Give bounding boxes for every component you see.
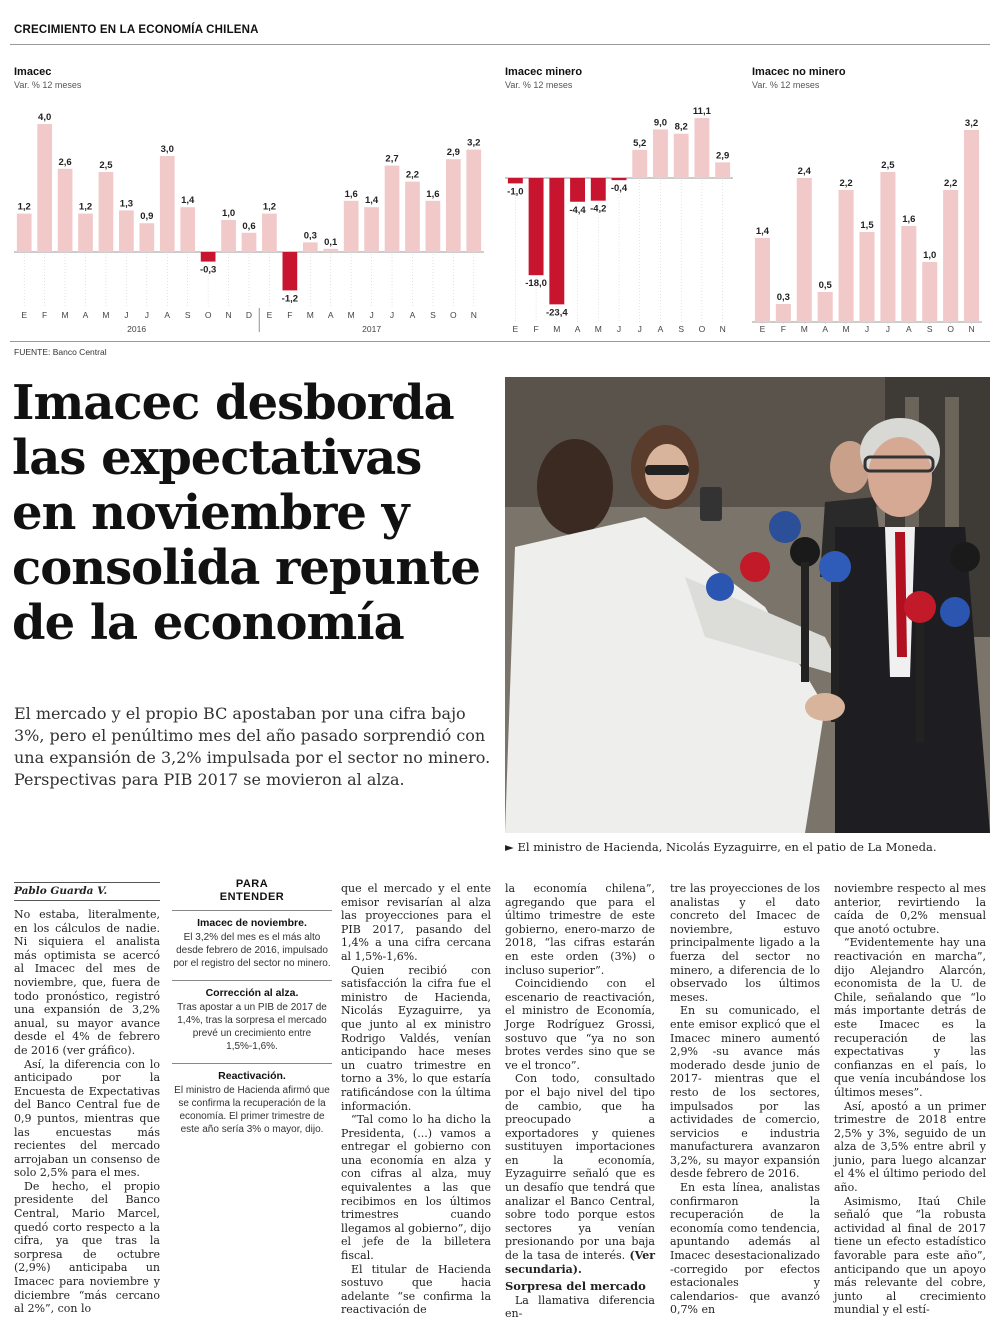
sidebar-item-title: Imacec de noviembre. [197, 917, 307, 929]
sidebar-heading: PARA [235, 878, 269, 890]
bar [797, 178, 812, 322]
bar [303, 242, 318, 252]
paragraph: Coincidiendo con el escenario de reactivación, el ministro de Economía, Jorge Rodríguez Grossi, sostuvo que “ya no son brotes verdes sino que se ve el tronco”. [505, 977, 655, 1072]
data-label: 2,9 [716, 150, 730, 162]
data-label: 1,6 [426, 188, 440, 200]
bar [591, 178, 606, 201]
photo-caption: ► El ministro de Hacienda, Nicolás Eyzaguirre, en el patio de La Moneda. [505, 840, 937, 854]
data-label: 1,6 [344, 188, 358, 200]
data-label: 0,3 [303, 230, 317, 242]
data-label: 9,0 [653, 117, 668, 129]
tick-label: M [800, 324, 808, 334]
tick-label: F [42, 310, 48, 320]
data-label: -4,2 [590, 203, 607, 215]
tick-label: M [306, 310, 314, 320]
bar [262, 214, 277, 252]
bar [818, 292, 833, 322]
data-label: 2,5 [881, 160, 895, 171]
tick-label: J [369, 310, 374, 320]
data-label: 0,9 [140, 211, 154, 223]
chart-title: Imacec no minero [752, 66, 846, 78]
bar [160, 156, 175, 252]
tick-label: O [204, 310, 212, 320]
tick-label: J [124, 310, 129, 320]
tick-label: F [287, 310, 293, 320]
tick-label: O [698, 324, 706, 334]
data-label: -18,0 [525, 278, 547, 290]
bar [922, 262, 937, 322]
tick-label: S [430, 310, 436, 320]
tick-label: A [164, 310, 171, 320]
bar [964, 130, 979, 322]
sidebar-rule [172, 1063, 332, 1064]
bar [694, 118, 709, 178]
tick-label: A [822, 324, 829, 334]
bar [139, 223, 154, 252]
tick-label: A [327, 310, 334, 320]
headline: Imacec desborda las expectativas en noviembre y consolida repunte de la economía [12, 375, 480, 651]
chart-imacec-no-minero [752, 66, 982, 336]
bar [755, 238, 770, 322]
paragraph: que el mercado y el ente emisor revisarían al alza las proyecciones para el PIB 2017, pasando del 1,4% a una cifra cercana al 1,5%-1,6%. [341, 882, 491, 963]
paragraph: noviembre respecto al mes anterior, revirtiendo la caída de 0,2% mensual que anotó octubre. [834, 882, 986, 936]
photo-illustration [505, 377, 990, 833]
tick-label: E [21, 310, 28, 320]
bar [364, 207, 379, 252]
tick-label: J [144, 310, 149, 320]
bar [776, 304, 791, 322]
bar [405, 182, 420, 252]
bar [674, 134, 689, 178]
paragraph: Así, apostó a un primer trimestre de 2018 entre 2,5% y 3%, seguido de un alza de 3,5% entre abril y junio, para luego alcanzar el 4% el último periodo del año. [834, 1099, 986, 1195]
tick-label: M [594, 324, 602, 334]
bar [446, 159, 461, 252]
data-label: 1,4 [181, 195, 195, 207]
paragraph: “Tal como lo ha dicho la Presidenta, (...) vamos a entregar el gobierno con una economía en alza y con cifras al alza, muy equivalentes a las que recibimos en los últimos trimestres cuando llegamos al gobierno”, dijo el jefe de la billetera fiscal. [341, 1113, 491, 1263]
deck: El mercado y el propio BC apostaban por una cifra bajo 3%, pero el penúltimo mes del año pasado sorprendió con una expansión de 3,2% impulsada por el sector no minero. Perspectivas para PIB 2017 se movieron al alza. [14, 704, 491, 789]
article-column-4 [505, 882, 656, 1321]
bar [880, 172, 895, 322]
bar [180, 207, 195, 252]
data-label: 2,4 [797, 166, 811, 177]
tick-label: S [184, 310, 191, 320]
tick-label: J [637, 324, 642, 334]
chart-imacec-no-minero-svg [752, 66, 982, 336]
subhead: Sorpresa del mercado [505, 1279, 646, 1294]
bar [570, 178, 585, 202]
bar [466, 150, 481, 252]
tick-label: A [657, 324, 664, 334]
bar [839, 190, 854, 322]
data-label: 2,2 [405, 169, 420, 181]
data-label: -4,4 [569, 204, 586, 216]
data-label: 4,0 [38, 112, 52, 123]
chart-imacec [14, 66, 484, 336]
paragraph: La llamativa diferencia en- [505, 1293, 655, 1321]
source-note: FUENTE: Banco Central [14, 347, 107, 357]
tick-label: M [553, 324, 561, 334]
tick-label: D [245, 310, 253, 320]
tick-label: J [864, 324, 870, 334]
chart-subtitle: Var. % 12 meses [505, 80, 573, 90]
tick-label: E [266, 310, 273, 320]
bar [283, 252, 298, 290]
tick-label: S [926, 324, 933, 334]
bar [385, 166, 400, 252]
data-label: 11,1 [692, 106, 711, 118]
data-label: 2,9 [446, 147, 460, 159]
bar [242, 233, 257, 252]
byline-rule [14, 900, 160, 901]
bar [426, 201, 441, 252]
bar [508, 178, 523, 183]
tick-label: N [470, 310, 477, 320]
data-label: 1,2 [262, 201, 277, 213]
chart-subtitle: Var. % 12 meses [14, 80, 82, 90]
paragraph: En su comunicado, el ente emisor explicó que el Imacec minero aumentó 2,9% -su avance más moderado desde junio de 2017- mientras que el resto de los sectores, impulsados por las actividades de comercio, servicios e industria manufacturera avanzaron 3,2%, su mayor expansión desde febrero de 2016. [670, 1004, 820, 1181]
byline-top-rule [14, 882, 160, 883]
top-divider [10, 44, 990, 45]
tick-label: J [389, 310, 395, 320]
tick-label: A [409, 310, 416, 320]
year-label: 2016 [127, 324, 147, 334]
tick-label: M [842, 324, 850, 334]
paragraph [505, 1072, 655, 1276]
sidebar-item-title: Corrección al alza. [205, 987, 299, 999]
bar [37, 124, 52, 252]
article-column-1 [14, 908, 160, 1316]
sidebar-heading: ENTENDER [219, 891, 285, 903]
tick-label: E [512, 324, 519, 334]
bar [221, 220, 236, 252]
paragraph: tre las proyecciones de los analistas y el dato concreto del Imacec de noviembre, estuvo principalmente ligado a la fuerza del sector no minero, a diferencia de lo observado los últimos meses. [670, 882, 820, 1004]
bar [99, 172, 114, 252]
data-label: 1,4 [364, 195, 379, 207]
data-label: -0,4 [610, 183, 628, 195]
paragraph: En esta línea, analistas confirmaron la recuperación de la economía como tendencia, apuntando además al Imacec desestacionalizado -corregido por efectos estacionales y calendarios- que avanzó 0,7% en [670, 1181, 820, 1317]
tick-label: A [82, 310, 89, 320]
data-label: 1,5 [860, 220, 874, 231]
bar [78, 214, 93, 252]
data-label: 3,2 [964, 118, 979, 129]
chart-title: Imacec [14, 66, 52, 78]
bar [901, 226, 916, 322]
tick-label: M [102, 310, 110, 320]
tick-label: N [225, 310, 232, 320]
data-label: 1,2 [78, 201, 93, 213]
chart-title: Imacec minero [505, 66, 583, 78]
bar [119, 210, 134, 252]
data-label: 2,5 [99, 160, 113, 171]
paragraph: la economía chilena”, agregando que para el último trimestre de este gobierno, enero-marzo de 2018, “las cifras estarán en este orden (3%) o incluso superior”. [505, 882, 655, 977]
tick-label: J [885, 324, 891, 334]
byline: Pablo Guarda V. [14, 885, 108, 897]
bar [653, 129, 668, 178]
chart-imacec-svg [14, 66, 484, 336]
para-entender-sidebar [172, 878, 332, 1136]
sidebar-rule [172, 980, 332, 981]
paragraph: De hecho, el propio presidente del Banco Central, Mario Marcel, quedó corto respecto a la cifra, ya que tras la sorpresa de octubre (2,9%) anticipaba un Imacec para noviembre y diciembre “más cercano al 2%”, con lo [14, 1179, 160, 1316]
tick-label: A [905, 324, 912, 334]
bar [632, 150, 647, 178]
data-label: 2,2 [839, 178, 853, 189]
tick-label: N [968, 324, 975, 334]
bar [323, 249, 338, 252]
tick-label: S [678, 324, 685, 334]
data-label: -1,0 [507, 186, 524, 198]
data-label: 1,2 [17, 201, 31, 213]
bar [529, 178, 544, 275]
tick-label: E [759, 324, 766, 334]
data-label: 2,7 [385, 153, 399, 165]
tick-label: F [533, 324, 539, 334]
sidebar-item [172, 1070, 332, 1136]
data-label: 1,4 [755, 226, 770, 237]
data-label: 3,2 [467, 137, 481, 149]
tick-label: M [61, 310, 69, 320]
data-label: -1,2 [281, 293, 299, 305]
sidebar-item-text: Tras apostar a un PIB de 2017 de 1,4%, tras la sorpresa el mercado prevé un crecimiento entre 1,5%-1,6%. [177, 1002, 327, 1052]
data-label: -0,3 [199, 264, 217, 276]
data-label: 5,2 [633, 137, 647, 149]
bar [715, 162, 730, 178]
article-column-5 [670, 882, 820, 1317]
data-label: 3,0 [160, 144, 174, 155]
year-label: 2017 [362, 324, 382, 334]
data-label: 0,6 [242, 220, 256, 232]
chart-imacec-minero [505, 66, 733, 336]
news-photo [505, 377, 990, 833]
bar [612, 178, 627, 180]
tick-label: N [719, 324, 726, 334]
paragraph: El titular de Hacienda sostuvo que hacia adelante “se confirma la reactivación de [341, 1262, 491, 1317]
paragraph-text: Con todo, consultado por el bajo nivel del tipo de cambio, que ha preocupado a exportadores y quienes sustituyen importaciones en la economía, Eyzaguirre señaló que es un desafío que tendrá que analizar el Banco Central, sobre todo porque estos sectores ya venían presionando por una baja de la tasa de interés. [505, 1072, 655, 1263]
data-label: 0,5 [818, 280, 832, 291]
tick-label: O [947, 324, 954, 334]
chart-bottom-divider [10, 341, 990, 342]
chart-subtitle: Var. % 12 meses [752, 80, 820, 90]
data-label: 1,3 [119, 198, 134, 210]
data-label: -23,4 [545, 307, 568, 319]
data-label: 1,6 [902, 214, 916, 225]
paragraph: Así, la diferencia con lo anticipado por la Encuesta de Expectativas del Banco Central fue de 0,9 puntos, mientras que las encuestas más recientes del mercado arrojaban un consenso de solo 2,5% para el mes. [14, 1057, 160, 1180]
data-label: 0,3 [776, 292, 790, 303]
data-label: 2,2 [944, 178, 958, 189]
see-secondary-ref: (Ver secundaria). [505, 1249, 656, 1276]
section-title: CRECIMIENTO EN LA ECONOMÍA CHILENA [14, 24, 259, 36]
bar [201, 252, 216, 262]
paragraph: No estaba, literalmente, en los cálculos de nadie. Ni siquiera el analista más optimista se acercó al Imacec del mes de noviembre, que, fuera de todo pronóstico, registró una expansión de 3,2% anual, su mayor avance desde el 4% de febrero de 2016 (ver gráfico). [14, 908, 160, 1057]
paragraph: Quien recibió con satisfacción la cifra fue el ministro de Hacienda, Nicolás Eyzaguirre, ya que junto al ex ministro Rodrigo Valdés, venían anticipando hace meses un cuatro trimestre en torno a 3%, lo que estaría ratificándose con la última información. [341, 963, 491, 1113]
data-label: 1,0 [221, 208, 236, 219]
sidebar-item [172, 917, 332, 970]
sidebar-item-title: Reactivación. [218, 1070, 286, 1082]
sidebar-item-text: El ministro de Hacienda afirmó que se confirma la recuperación de la economía. El primer trimestre de este año sería 3% o mayor, dijo. [174, 1085, 330, 1135]
article-column-6 [834, 882, 986, 1317]
bar [17, 214, 32, 252]
data-label: 2,6 [58, 156, 72, 168]
sidebar-item-text: El 3,2% del mes es el más alto desde febrero de 2016, impulsado por el registro del sector no minero. [173, 932, 331, 969]
bar [344, 201, 359, 252]
sidebar-rule [172, 910, 332, 911]
article-column-3 [341, 882, 491, 1317]
data-label: 0,1 [324, 236, 338, 248]
chart-imacec-minero-svg [505, 66, 733, 336]
tick-label: A [574, 324, 581, 334]
tick-label: F [780, 324, 786, 334]
sidebar-item [172, 987, 332, 1053]
data-label: 1,0 [923, 250, 937, 261]
bar [943, 190, 958, 322]
paragraph: Asimismo, Itaú Chile señaló que “la robusta actividad al final de 2017 tiene un efecto estadístico favorable para este año”, anticipando que un apoyo más relevante del cobre, junto al crecimiento mundial y el estí- [834, 1194, 986, 1317]
data-label: 8,2 [674, 121, 688, 133]
tick-label: O [450, 310, 457, 320]
tick-label: J [616, 324, 622, 334]
paragraph: “Evidentemente hay una reactivación en marcha”, dijo Alejandro Alarcón, economista de la U. de Chile, señalando que “lo más importante detrás de este Imacec es la recuperación de las expectativas y las confianzas en el país, lo que venía incubándose los últimos meses”. [834, 936, 986, 1099]
bar [859, 232, 874, 322]
bar [549, 178, 564, 304]
tick-label: M [347, 310, 355, 320]
bar [58, 169, 73, 252]
